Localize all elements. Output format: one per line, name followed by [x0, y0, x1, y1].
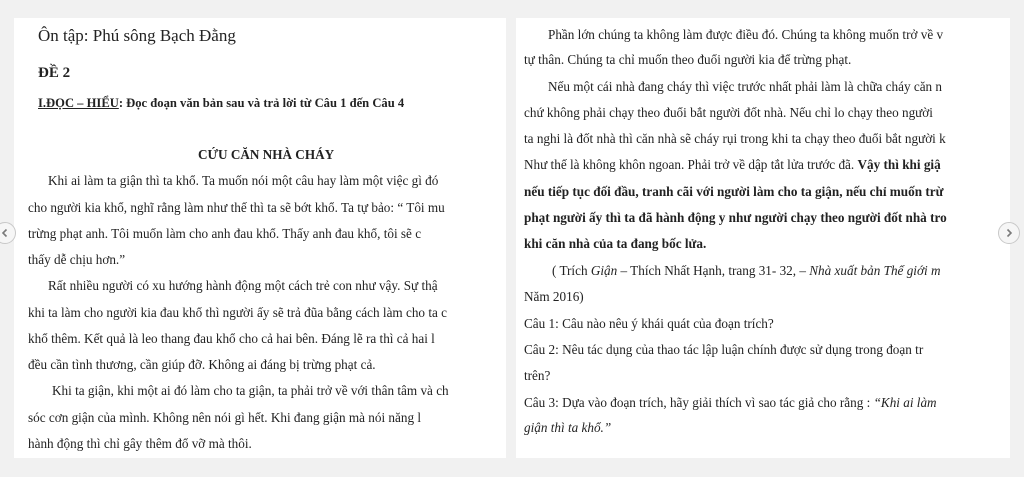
passage-line: hành động thì chỉ gây thêm đổ vỡ mà thôi.	[28, 436, 252, 451]
document-page-left	[14, 18, 506, 458]
section-heading-label: I.ĐỌC – HIỂU	[38, 96, 119, 110]
question-1: Câu 1: Câu nào nêu ý khái quát của đoạn trích?	[524, 316, 774, 331]
passage-emphasis: Vậy thì khi giậ	[857, 157, 941, 172]
chevron-left-icon	[0, 228, 10, 238]
passage-line: chứ không phải chạy theo đuổi bắt người đốt nhà. Nếu chỉ lo chạy theo người	[524, 105, 933, 120]
passage-line: tự thân. Chúng ta chỉ muốn theo đuổi người kia để trừng phạt.	[524, 52, 852, 67]
citation-book: Giận	[590, 263, 618, 278]
chevron-right-icon	[1004, 228, 1014, 238]
passage-line: khi ta làm cho người kia đau khổ thì người ấy sẽ trả đũa bằng cách làm cho ta c	[28, 305, 447, 320]
question-2-cont: trên?	[524, 368, 551, 383]
passage-line: Khi ta giận, khi một ai đó làm cho ta giận, ta phải trở về với thân tâm và ch	[52, 383, 449, 398]
question-3-quote: “Khi ai làm	[873, 395, 937, 410]
passage-line: Khi ai làm ta giận thì ta khổ. Ta muốn nói một câu hay làm một việc gì đó	[48, 173, 439, 188]
section-heading-text: : Đọc đoạn văn bản sau và trả lời từ Câu 1 đến Câu 4	[118, 96, 405, 110]
citation-publisher: Nhà xuất bản Thế giới m	[809, 263, 941, 278]
citation-year: Năm 2016)	[524, 289, 584, 304]
passage-line: Rất nhiều người có xu hướng hành động một cách trẻ con như vậy. Sự thậ	[48, 278, 438, 293]
passage-title: CỨU CĂN NHÀ CHÁY	[198, 147, 335, 162]
passage-line: cho người kia khổ, nghĩ rằng làm như thế thì ta sẽ bớt khổ. Ta tự bảo: “ Tôi mu	[28, 200, 445, 215]
question-3	[524, 394, 937, 412]
passage-line: khi căn nhà của ta đang bốc lửa.	[524, 236, 707, 251]
passage-line: nếu tiếp tục đối đầu, tranh cãi với người làm cho ta giận, nếu chỉ muốn trừ	[524, 184, 944, 199]
passage-line: phạt người ấy thì ta đã hành động y như người chạy theo người đốt nhà tro	[524, 210, 947, 225]
exam-number: ĐỀ 2	[38, 65, 71, 81]
citation-author: – Thích Nhất Hạnh, trang 31- 32, –	[617, 263, 810, 278]
passage-line: trừng phạt anh. Tôi muốn làm cho anh đau khổ. Thấy anh đau khổ, tôi sẽ c	[28, 226, 422, 241]
passage-line: thấy dễ chịu hơn.”	[28, 252, 126, 267]
question-3-text: Câu 3: Dựa vào đoạn trích, hãy giải thích vì sao tác giả cho rằng :	[524, 395, 874, 410]
passage-text: Như thế là không khôn ngoan. Phải trở về dập tắt lửa trước đã.	[524, 157, 855, 172]
passage-line	[524, 156, 941, 174]
passage-line: sóc cơn giận của mình. Không nên nói gì hết. Khi đang giận mà nói năng l	[28, 410, 421, 425]
next-page-button[interactable]	[998, 222, 1020, 244]
document-page-right	[516, 18, 1010, 458]
document-title: Ôn tập: Phú sông Bạch Đằng	[38, 26, 236, 45]
passage-line: đều cần tình thương, cần giúp đỡ. Không ai đáng bị trừng phạt cả.	[28, 357, 376, 372]
question-3-quote-cont: giận thì ta khổ.”	[524, 420, 612, 435]
citation	[552, 262, 940, 280]
citation-open: ( Trích	[552, 263, 591, 278]
passage-line: Nếu một cái nhà đang cháy thì việc trước nhất phải làm là chữa cháy căn n	[548, 79, 943, 94]
passage-line: Phần lớn chúng ta không làm được điều đó. Chúng ta không muốn trở về v	[548, 27, 944, 42]
passage-line: ta nghi là đốt nhà thì căn nhà sẽ cháy rụi trong khi ta chạy theo đuổi bắt người k	[524, 131, 946, 146]
passage-line: khổ thêm. Kết quả là leo thang đau khổ cho cả hai bên. Đáng lẽ ra thì cả hai l	[28, 331, 435, 346]
question-2: Câu 2: Nêu tác dụng của thao tác lập luận chính được sử dụng trong đoạn tr	[524, 342, 924, 357]
section-heading	[38, 94, 404, 112]
